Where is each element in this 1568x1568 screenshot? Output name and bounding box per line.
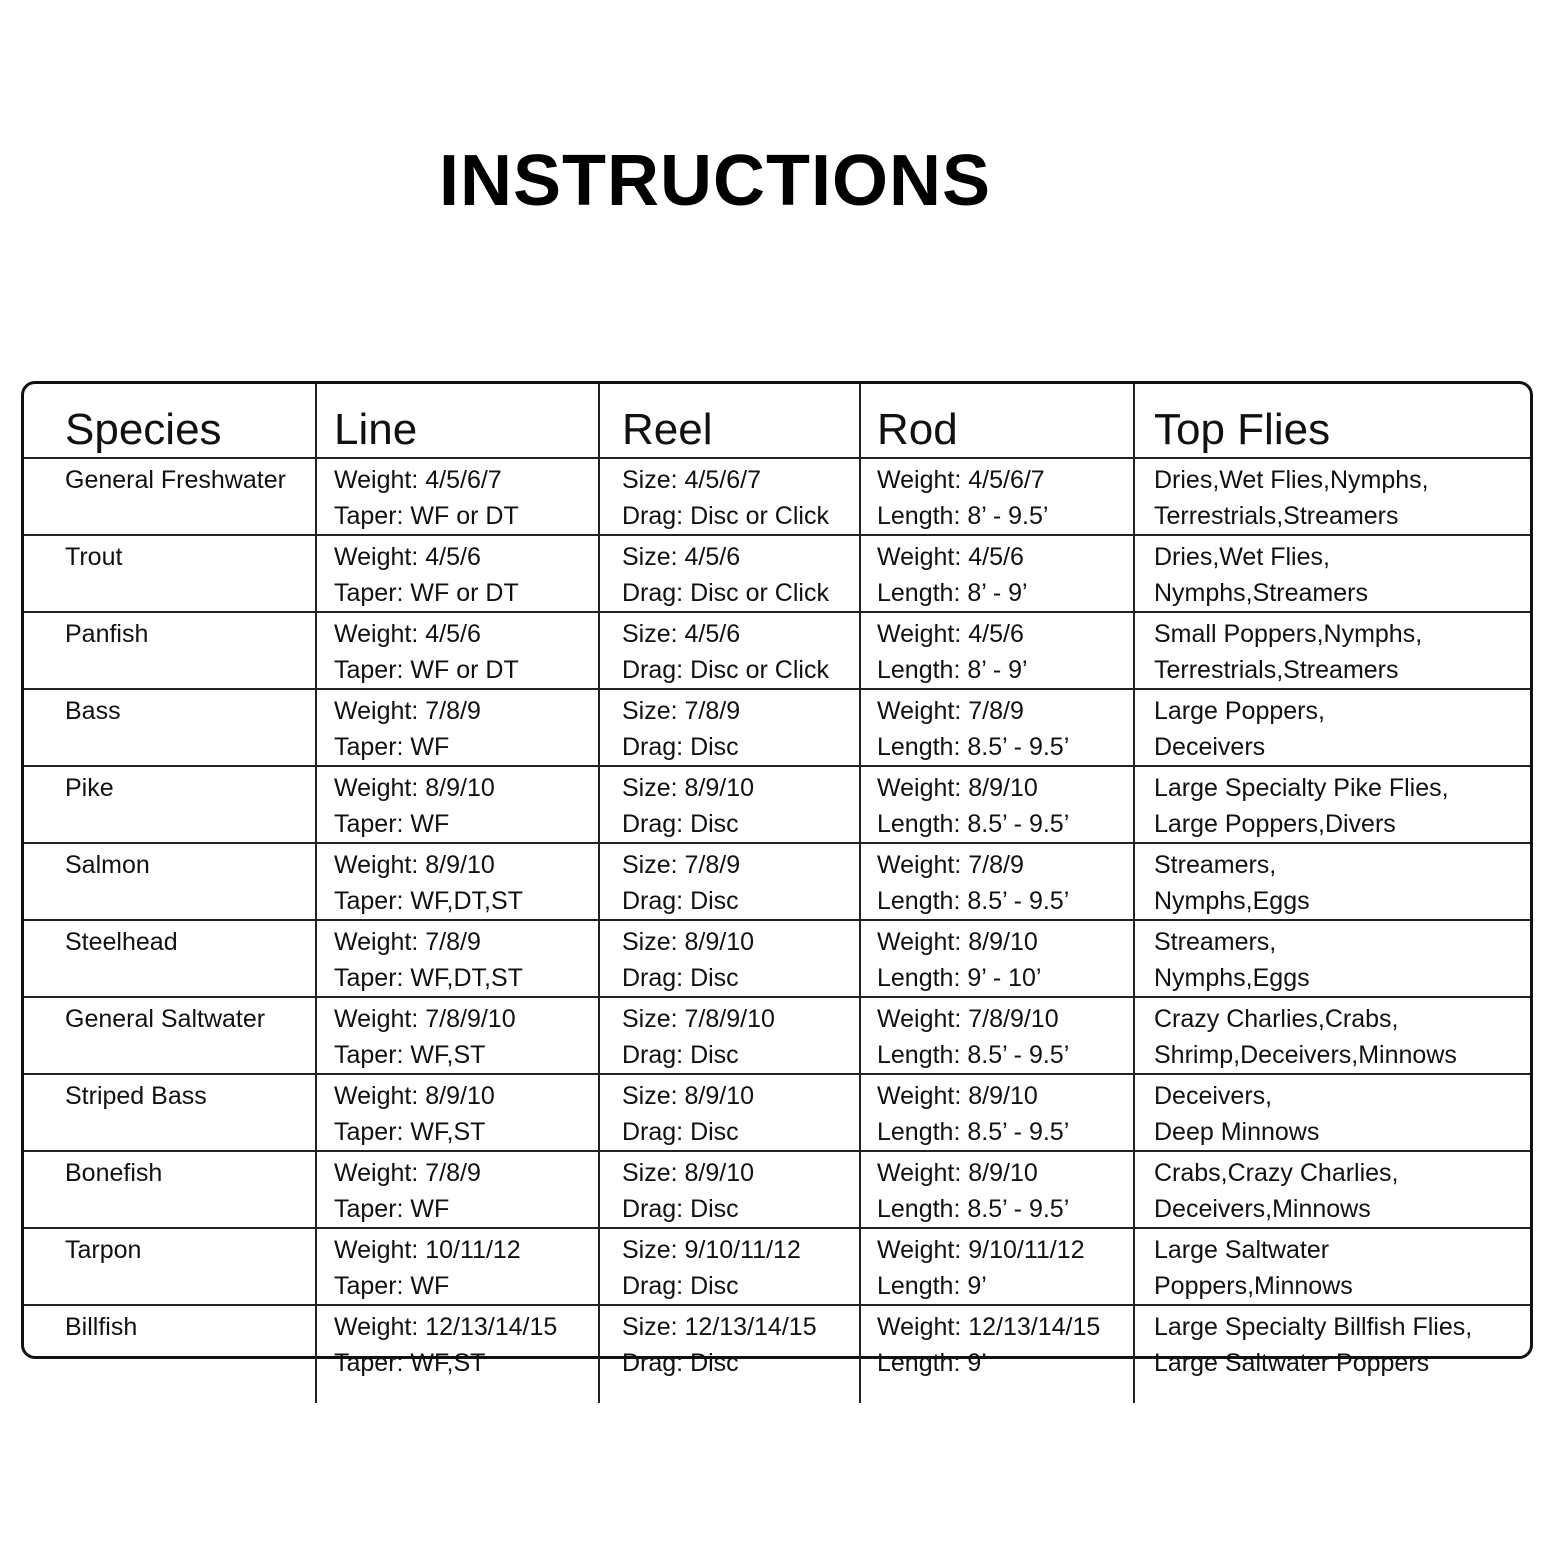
top-flies-cell-line: Poppers,Minnows: [1154, 1272, 1353, 1300]
line-cell-line: Weight: 8/9/10: [334, 1082, 495, 1110]
table-row: [24, 843, 1530, 920]
reel-cell-line: Drag: Disc: [622, 810, 739, 838]
line-cell: [316, 997, 599, 1074]
table-header: [24, 384, 1530, 458]
reel-cell: [599, 766, 860, 843]
header-line: Line: [316, 384, 599, 458]
table-row: [24, 1305, 1530, 1403]
top-flies-cell-line: Large Poppers,Divers: [1154, 810, 1396, 838]
header-top-flies: Top Flies: [1134, 384, 1530, 458]
line-cell-line: Taper: WF,DT,ST: [334, 964, 523, 992]
line-cell-line: Weight: 8/9/10: [334, 774, 495, 802]
top-flies-cell: [1134, 1228, 1530, 1305]
reel-cell-line: Size: 8/9/10: [622, 1159, 755, 1187]
reel-cell-line: Drag: Disc: [622, 887, 739, 915]
rod-cell-line: Weight: 4/5/6/7: [877, 466, 1045, 494]
reel-cell-line: Drag: Disc or Click: [622, 579, 829, 607]
rod-cell-line: Length: 9’ - 10’: [877, 964, 1042, 992]
gear-table: [24, 384, 1530, 1403]
reel-cell: [599, 1305, 860, 1403]
reel-cell-line: Drag: Disc or Click: [622, 656, 829, 684]
top-flies-cell: [1134, 997, 1530, 1074]
reel-cell-line: Size: 4/5/6/7: [622, 466, 761, 494]
rod-cell: [860, 458, 1134, 535]
rod-cell: [860, 689, 1134, 766]
table-row: [24, 1151, 1530, 1228]
reel-cell-line: Drag: Disc: [622, 733, 739, 761]
reel-cell: [599, 997, 860, 1074]
line-cell: [316, 1228, 599, 1305]
line-cell: [316, 1305, 599, 1403]
reel-cell-line: Drag: Disc: [622, 1272, 739, 1300]
rod-cell-line: Length: 9’: [877, 1349, 987, 1377]
rod-cell-line: Weight: 8/9/10: [877, 1082, 1038, 1110]
top-flies-cell: [1134, 1151, 1530, 1228]
top-flies-cell-line: Crabs,Crazy Charlies,: [1154, 1159, 1399, 1187]
top-flies-cell: [1134, 920, 1530, 997]
rod-cell: [860, 1228, 1134, 1305]
reel-cell: [599, 612, 860, 689]
reel-cell-line: Size: 7/8/9: [622, 851, 741, 879]
line-cell-line: Taper: WF: [334, 733, 450, 761]
rod-cell-line: Weight: 8/9/10: [877, 928, 1038, 956]
line-cell-line: Weight: 7/8/9/10: [334, 1005, 516, 1033]
species-cell: Pike: [24, 766, 316, 843]
line-cell-line: Weight: 8/9/10: [334, 851, 495, 879]
top-flies-cell: [1134, 689, 1530, 766]
rod-cell: [860, 920, 1134, 997]
table-body: [24, 458, 1530, 1403]
line-cell-line: Weight: 4/5/6: [334, 543, 481, 571]
table-row: [24, 612, 1530, 689]
line-cell-line: Weight: 4/5/6: [334, 620, 481, 648]
line-cell-line: Taper: WF: [334, 1272, 450, 1300]
top-flies-cell: [1134, 535, 1530, 612]
table-row: [24, 920, 1530, 997]
header-species: Species: [24, 384, 316, 458]
rod-cell-line: Weight: 4/5/6: [877, 543, 1024, 571]
reel-cell: [599, 1151, 860, 1228]
line-cell-line: Weight: 7/8/9: [334, 1159, 481, 1187]
header-reel: Reel: [599, 384, 860, 458]
top-flies-cell-line: Dries,Wet Flies,: [1154, 543, 1330, 571]
rod-cell-line: Weight: 8/9/10: [877, 774, 1038, 802]
line-cell: [316, 458, 599, 535]
reel-cell-line: Drag: Disc: [622, 964, 739, 992]
line-cell-line: Taper: WF,ST: [334, 1118, 486, 1146]
top-flies-cell-line: Small Poppers,Nymphs,: [1154, 620, 1423, 648]
top-flies-cell-line: Dries,Wet Flies,Nymphs,: [1154, 466, 1429, 494]
top-flies-cell-line: Deceivers: [1154, 733, 1266, 761]
top-flies-cell-line: Shrimp,Deceivers,Minnows: [1154, 1041, 1457, 1069]
top-flies-cell-line: Large Saltwater Poppers: [1154, 1349, 1430, 1377]
line-cell: [316, 612, 599, 689]
rod-cell: [860, 997, 1134, 1074]
table-row: [24, 997, 1530, 1074]
rod-cell-line: Length: 8.5’ - 9.5’: [877, 1118, 1070, 1146]
reel-cell: [599, 843, 860, 920]
rod-cell-line: Weight: 9/10/11/12: [877, 1236, 1085, 1264]
rod-cell-line: Length: 8.5’ - 9.5’: [877, 1195, 1070, 1223]
species-cell: General Saltwater: [24, 997, 316, 1074]
top-flies-cell-line: Crazy Charlies,Crabs,: [1154, 1005, 1399, 1033]
rod-cell: [860, 535, 1134, 612]
rod-cell-line: Weight: 7/8/9: [877, 697, 1024, 725]
reel-cell-line: Size: 7/8/9: [622, 697, 741, 725]
reel-cell: [599, 920, 860, 997]
reel-cell-line: Size: 12/13/14/15: [622, 1313, 817, 1341]
line-cell: [316, 1074, 599, 1151]
top-flies-cell-line: Terrestrials,Streamers: [1154, 656, 1399, 684]
reel-cell-line: Size: 8/9/10: [622, 774, 755, 802]
species-cell: Bass: [24, 689, 316, 766]
rod-cell: [860, 843, 1134, 920]
top-flies-cell-line: Large Specialty Billfish Flies,: [1154, 1313, 1473, 1341]
species-cell: Tarpon: [24, 1228, 316, 1305]
top-flies-cell-line: Deceivers,Minnows: [1154, 1195, 1371, 1223]
top-flies-cell-line: Large Saltwater: [1154, 1236, 1330, 1264]
rod-cell-line: Weight: 7/8/9/10: [877, 1005, 1059, 1033]
rod-cell-line: Length: 8’ - 9’: [877, 579, 1028, 607]
table-row: [24, 689, 1530, 766]
species-cell: Steelhead: [24, 920, 316, 997]
top-flies-cell-line: Large Poppers,: [1154, 697, 1325, 725]
page-title: INSTRUCTIONS: [439, 141, 991, 221]
line-cell-line: Taper: WF: [334, 1195, 450, 1223]
rod-cell: [860, 766, 1134, 843]
rod-cell: [860, 1074, 1134, 1151]
header-row: [24, 384, 1530, 458]
rod-cell-line: Length: 8.5’ - 9.5’: [877, 1041, 1070, 1069]
top-flies-cell: [1134, 843, 1530, 920]
line-cell-line: Taper: WF,ST: [334, 1041, 486, 1069]
table-row: [24, 458, 1530, 535]
reel-cell-line: Drag: Disc: [622, 1041, 739, 1069]
top-flies-cell-line: Nymphs,Eggs: [1154, 964, 1310, 992]
reel-cell-line: Drag: Disc: [622, 1195, 739, 1223]
top-flies-cell-line: Deceivers,: [1154, 1082, 1273, 1110]
reel-cell-line: Size: 4/5/6: [622, 620, 741, 648]
reel-cell-line: Size: 9/10/11/12: [622, 1236, 801, 1264]
line-cell-line: Taper: WF or DT: [334, 656, 519, 684]
rod-cell: [860, 612, 1134, 689]
top-flies-cell-line: Large Specialty Pike Flies,: [1154, 774, 1449, 802]
reel-cell: [599, 689, 860, 766]
line-cell-line: Weight: 4/5/6/7: [334, 466, 502, 494]
rod-cell-line: Length: 9’: [877, 1272, 987, 1300]
reel-cell-line: Size: 8/9/10: [622, 928, 755, 956]
top-flies-cell: [1134, 1305, 1530, 1403]
species-cell: Striped Bass: [24, 1074, 316, 1151]
line-cell-line: Weight: 12/13/14/15: [334, 1313, 558, 1341]
species-cell: Panfish: [24, 612, 316, 689]
top-flies-cell-line: Nymphs,Eggs: [1154, 887, 1310, 915]
line-cell: [316, 1151, 599, 1228]
species-cell: General Freshwater: [24, 458, 316, 535]
table-row: [24, 1074, 1530, 1151]
rod-cell-line: Weight: 12/13/14/15: [877, 1313, 1101, 1341]
reel-cell-line: Size: 4/5/6: [622, 543, 741, 571]
header-rod: Rod: [860, 384, 1134, 458]
line-cell-line: Taper: WF,ST: [334, 1349, 486, 1377]
reel-cell-line: Drag: Disc: [622, 1349, 739, 1377]
line-cell: [316, 689, 599, 766]
rod-cell-line: Weight: 4/5/6: [877, 620, 1024, 648]
top-flies-cell: [1134, 766, 1530, 843]
species-cell: Trout: [24, 535, 316, 612]
table-row: [24, 535, 1530, 612]
reel-cell-line: Drag: Disc or Click: [622, 502, 829, 530]
top-flies-cell-line: Streamers,: [1154, 851, 1277, 879]
rod-cell: [860, 1305, 1134, 1403]
species-cell: Billfish: [65, 1313, 138, 1341]
gear-table-frame: [21, 381, 1533, 1377]
line-cell-line: Weight: 7/8/9: [334, 928, 481, 956]
line-cell-line: Taper: WF or DT: [334, 579, 519, 607]
reel-cell-line: Drag: Disc: [622, 1118, 739, 1146]
reel-cell-line: Size: 8/9/10: [622, 1082, 755, 1110]
table-row: [24, 1228, 1530, 1305]
top-flies-cell-line: Terrestrials,Streamers: [1154, 502, 1399, 530]
line-cell-line: Taper: WF or DT: [334, 502, 519, 530]
line-cell-line: Taper: WF: [334, 810, 450, 838]
rod-cell-line: Length: 8.5’ - 9.5’: [877, 733, 1070, 761]
rod-cell-line: Length: 8’ - 9’: [877, 656, 1028, 684]
line-cell: [316, 843, 599, 920]
species-cell: Bonefish: [24, 1151, 316, 1228]
reel-cell: [599, 1228, 860, 1305]
top-flies-cell: [1134, 458, 1530, 535]
line-cell-line: Taper: WF,DT,ST: [334, 887, 523, 915]
line-cell-line: Weight: 7/8/9: [334, 697, 481, 725]
species-cell: Salmon: [24, 843, 316, 920]
rod-cell: [860, 1151, 1134, 1228]
rod-cell-line: Weight: 8/9/10: [877, 1159, 1038, 1187]
line-cell-line: Weight: 10/11/12: [334, 1236, 521, 1264]
rod-cell-line: Weight: 7/8/9: [877, 851, 1024, 879]
reel-cell: [599, 458, 860, 535]
reel-cell-line: Size: 7/8/9/10: [622, 1005, 775, 1033]
top-flies-cell: [1134, 1074, 1530, 1151]
table-row: [24, 766, 1530, 843]
top-flies-cell-line: Nymphs,Streamers: [1154, 579, 1368, 607]
line-cell: [316, 535, 599, 612]
top-flies-cell-line: Deep Minnows: [1154, 1118, 1320, 1146]
rod-cell-line: Length: 8’ - 9.5’: [877, 502, 1049, 530]
rod-cell-line: Length: 8.5’ - 9.5’: [877, 810, 1070, 838]
line-cell: [316, 920, 599, 997]
rod-cell-line: Length: 8.5’ - 9.5’: [877, 887, 1070, 915]
top-flies-cell-line: Streamers,: [1154, 928, 1277, 956]
reel-cell: [599, 1074, 860, 1151]
reel-cell: [599, 535, 860, 612]
top-flies-cell: [1134, 612, 1530, 689]
line-cell: [316, 766, 599, 843]
